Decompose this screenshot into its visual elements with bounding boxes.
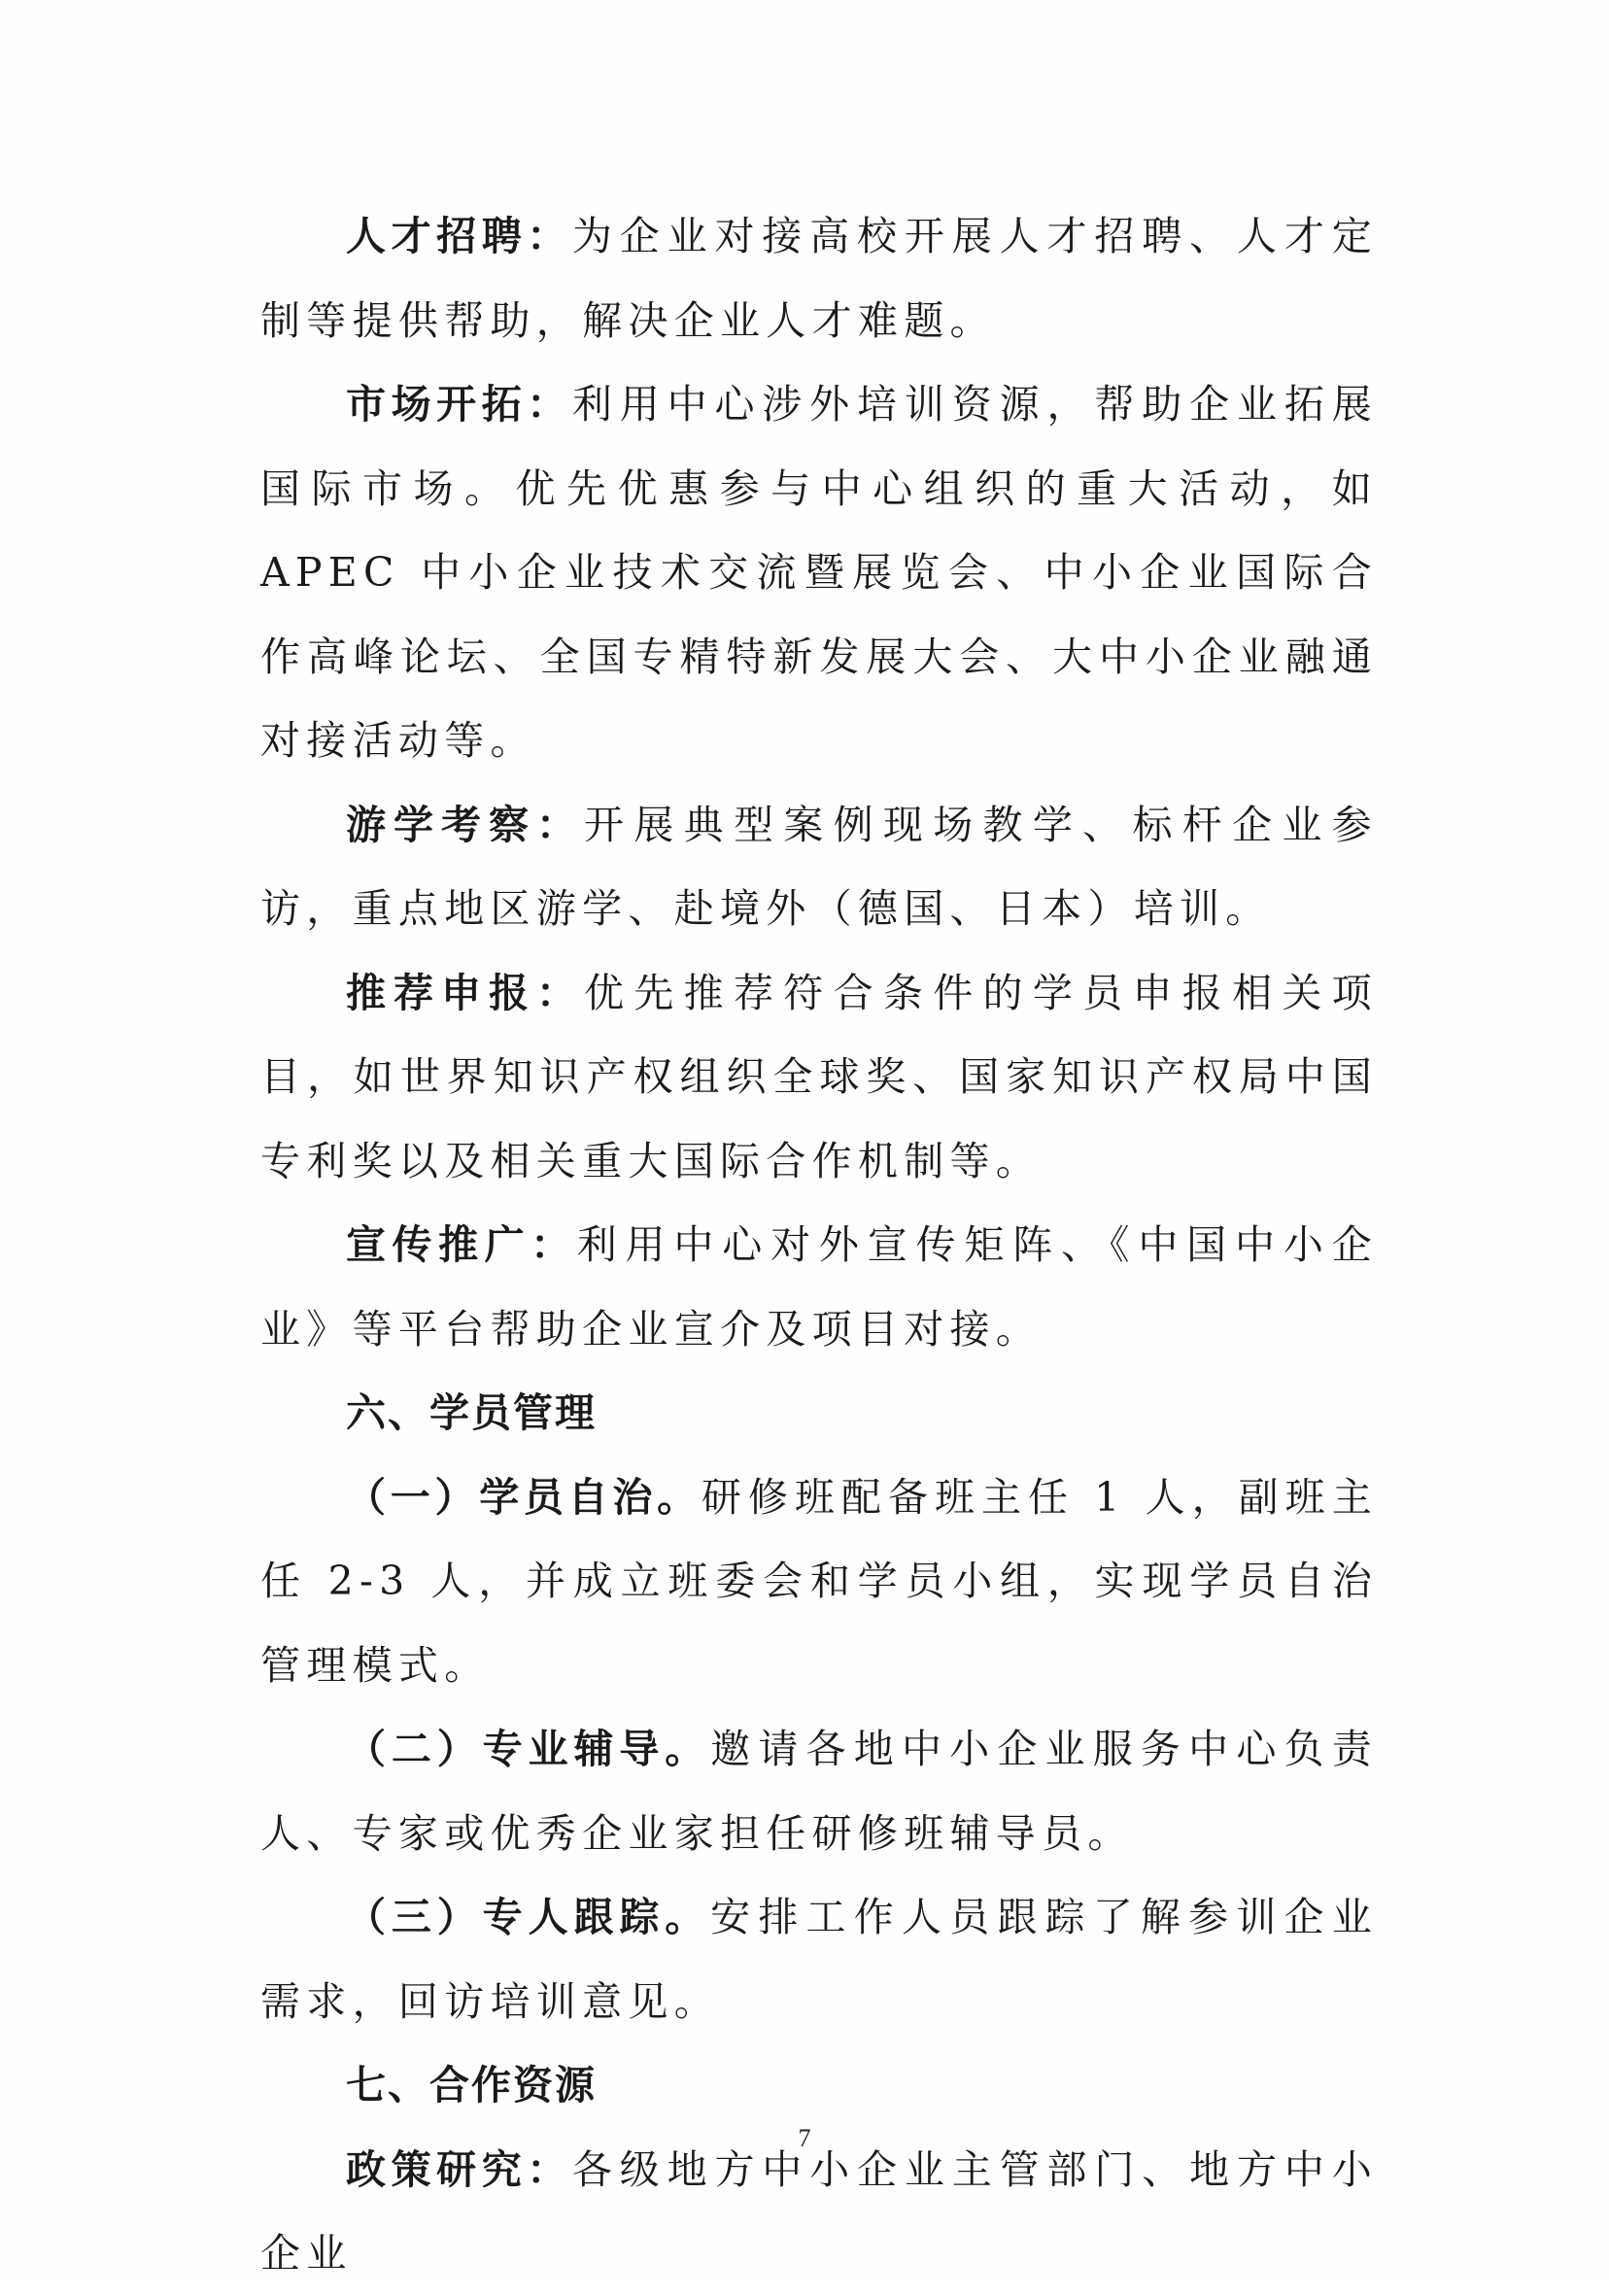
paragraph-lead: 政策研究：: [346, 2145, 572, 2193]
paragraph-text: 利用中心涉外培训资源，帮助企业拓展国际市场。优先优惠参与中心组织的重大活动，如 APEC 中小企业技术交流暨展览会、中小企业国际合作高峰论坛、全国专精特新发展大会、大中小企业融通对接活动等。: [260, 381, 1379, 764]
paragraph-text: 各级地方中小企业主管部门、地方中小企业: [260, 2145, 1379, 2277]
paragraph-text: 安排工作人员跟踪了解参训企业需求，回访培训意见。: [260, 1894, 1379, 2025]
page-number: 7: [798, 2124, 811, 2152]
paragraph-dedicated-tracking: [260, 1875, 1378, 2043]
paragraph-lead: （二）专业辅导。: [346, 1726, 711, 1772]
paragraph-lead: 市场开拓：: [346, 381, 572, 428]
paragraph-recommendation: [260, 951, 1378, 1204]
paragraph-text: 邀请各地中小企业服务中心负责人、专家或优秀企业家担任研修班辅导员。: [260, 1726, 1379, 1857]
paragraph-lead: 推荐申报：: [346, 969, 585, 1016]
section-heading-cooperation-resources: 七、合作资源: [346, 2062, 597, 2108]
paragraph-lead: 人才招聘：: [346, 213, 572, 259]
paragraph-lead: （三）专人跟踪。: [346, 1894, 711, 1940]
paragraph-text: 利用中心对外宣传矩阵、《中国中小企业》等平台帮助企业宣介及项目对接。: [260, 1221, 1378, 1353]
paragraph-lead: 宣传推广：: [346, 1221, 577, 1268]
paragraph-market-expansion: [260, 362, 1378, 783]
paragraph-promotion: [260, 1203, 1378, 1371]
section-heading-student-management: 六、学员管理: [346, 1389, 597, 1436]
paragraph-text: 优先推荐符合条件的学员申报相关项目，如世界知识产权组织全球奖、国家知识产权局中国专利奖以及相关重大国际合作机制等。: [260, 969, 1378, 1184]
body-text: [260, 194, 1378, 2296]
paragraph-text: 为企业对接高校开展人才招聘、人才定制等提供帮助，解决企业人才难题。: [260, 213, 1379, 344]
paragraph-talent-recruitment: [260, 194, 1378, 362]
paragraph-lead: （一）学员自治。: [346, 1473, 702, 1521]
paragraph-self-governance: [260, 1456, 1378, 1708]
paragraph-lead: 游学考察：: [346, 801, 585, 848]
paragraph-text: 研修班配备班主任 1 人，副班主任 2-3 人，并成立班委会和学员小组，实现学员自治管理模式。: [260, 1473, 1379, 1689]
paragraph-text: 开展典型案例现场教学、标杆企业参访，重点地区游学、赴境外（德国、日本）培训。: [260, 801, 1378, 932]
paragraph-professional-guidance: [260, 1707, 1378, 1875]
paragraph-study-tour: [260, 783, 1378, 951]
